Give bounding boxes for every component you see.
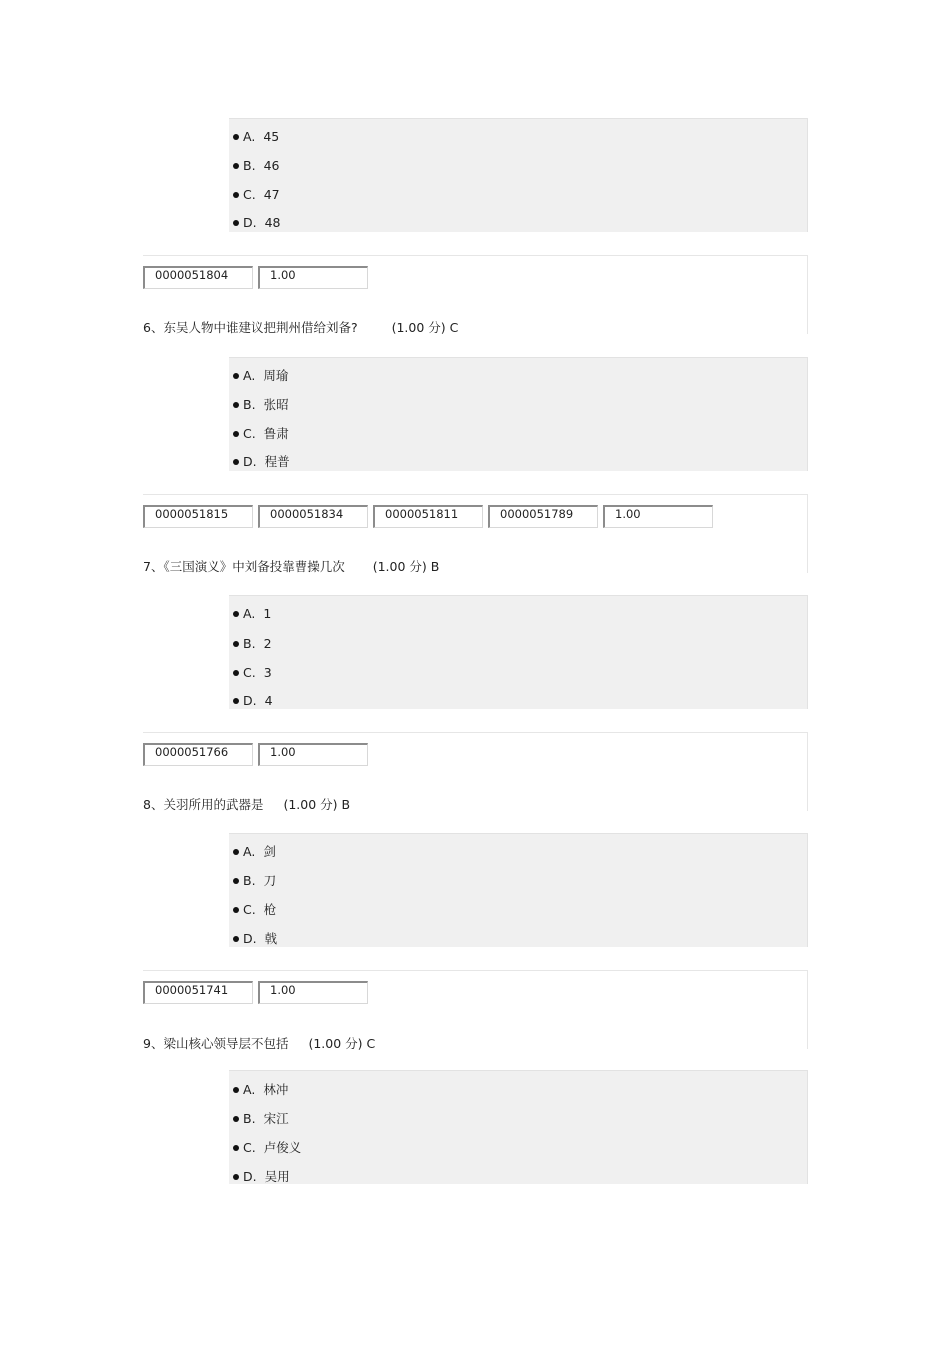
- question-score: (1.00 分) B: [283, 797, 351, 812]
- question-score: (1.00 分) C: [391, 320, 459, 335]
- radio-bullet-icon[interactable]: [233, 611, 239, 617]
- id-field: 0000051815: [143, 505, 253, 528]
- question-score: (1.00 分) B: [372, 559, 440, 574]
- id-field: 0000051834: [258, 505, 368, 528]
- radio-bullet-icon[interactable]: [233, 641, 239, 647]
- option-a[interactable]: A. 林冲: [233, 1082, 288, 1098]
- radio-bullet-icon[interactable]: [233, 192, 239, 198]
- option-c[interactable]: C. 枪: [233, 902, 276, 918]
- option-b[interactable]: B. 2: [233, 636, 272, 652]
- question-text: 9、梁山核心领导层不包括 (1.00 分) C: [143, 1036, 376, 1051]
- radio-bullet-icon[interactable]: [233, 698, 239, 704]
- option-b[interactable]: B. 宋江: [233, 1111, 289, 1127]
- question-8: [143, 732, 808, 811]
- option-d[interactable]: D. 程普: [233, 454, 290, 470]
- question-6: [143, 255, 808, 334]
- option-d[interactable]: D. 4: [233, 693, 273, 709]
- option-b[interactable]: B. 46: [233, 158, 279, 174]
- question-9: [143, 970, 808, 1049]
- option-c[interactable]: C. 47: [233, 187, 280, 203]
- option-a[interactable]: A. 45: [233, 129, 279, 145]
- radio-bullet-icon[interactable]: [233, 459, 239, 465]
- option-b[interactable]: B. 刀: [233, 873, 276, 889]
- score-field: 1.00: [258, 266, 368, 289]
- id-row: [143, 266, 373, 292]
- id-field: 0000051811: [373, 505, 483, 528]
- q5-options: [229, 118, 808, 232]
- option-c[interactable]: C. 卢俊义: [233, 1140, 301, 1156]
- radio-bullet-icon[interactable]: [233, 163, 239, 169]
- radio-bullet-icon[interactable]: [233, 220, 239, 226]
- radio-bullet-icon[interactable]: [233, 134, 239, 140]
- id-row: [143, 981, 373, 1007]
- option-d[interactable]: D. 吴用: [233, 1169, 290, 1185]
- id-row: [143, 743, 373, 769]
- radio-bullet-icon[interactable]: [233, 373, 239, 379]
- radio-bullet-icon[interactable]: [233, 936, 239, 942]
- score-field: 1.00: [603, 505, 713, 528]
- id-field: 0000051804: [143, 266, 253, 289]
- radio-bullet-icon[interactable]: [233, 1087, 239, 1093]
- id-field: 0000051789: [488, 505, 598, 528]
- option-b[interactable]: B. 张昭: [233, 397, 289, 413]
- question-score: (1.00 分) C: [308, 1036, 376, 1051]
- radio-bullet-icon[interactable]: [233, 907, 239, 913]
- option-c[interactable]: C. 鲁肃: [233, 426, 289, 442]
- score-field: 1.00: [258, 743, 368, 766]
- radio-bullet-icon[interactable]: [233, 431, 239, 437]
- score-field: 1.00: [258, 981, 368, 1004]
- q9-options: [229, 1070, 808, 1184]
- option-a[interactable]: A. 1: [233, 606, 271, 622]
- radio-bullet-icon[interactable]: [233, 849, 239, 855]
- option-c[interactable]: C. 3: [233, 665, 272, 681]
- radio-bullet-icon[interactable]: [233, 1116, 239, 1122]
- radio-bullet-icon[interactable]: [233, 1145, 239, 1151]
- question-text: 6、东吴人物中谁建议把荆州借给刘备? (1.00 分) C: [143, 320, 459, 335]
- option-a[interactable]: A. 周瑜: [233, 368, 288, 384]
- question-7: [143, 494, 808, 573]
- id-field: 0000051741: [143, 981, 253, 1004]
- q7-options: [229, 595, 808, 709]
- q8-options: [229, 833, 808, 947]
- q6-options: [229, 357, 808, 471]
- id-row: [143, 505, 718, 531]
- question-text: 7、《三国演义》中刘备投靠曹操几次 (1.00 分) B: [143, 559, 440, 574]
- id-field: 0000051766: [143, 743, 253, 766]
- radio-bullet-icon[interactable]: [233, 878, 239, 884]
- radio-bullet-icon[interactable]: [233, 670, 239, 676]
- option-d[interactable]: D. 戟: [233, 931, 277, 947]
- radio-bullet-icon[interactable]: [233, 1174, 239, 1180]
- option-d[interactable]: D. 48: [233, 215, 281, 231]
- option-a[interactable]: A. 剑: [233, 844, 276, 860]
- question-text: 8、关羽所用的武器是 (1.00 分) B: [143, 797, 351, 812]
- radio-bullet-icon[interactable]: [233, 402, 239, 408]
